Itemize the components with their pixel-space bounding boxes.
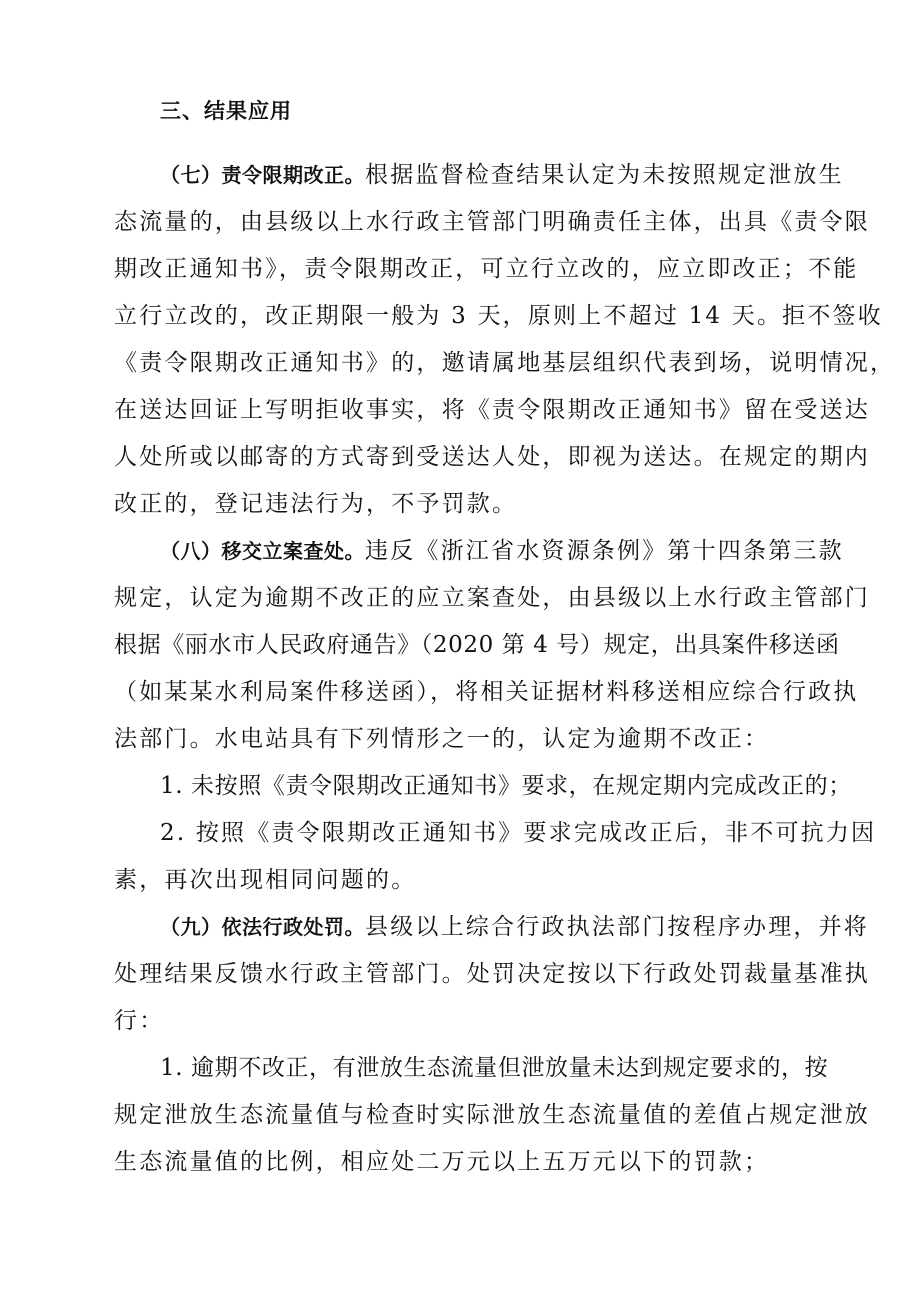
paragraph-8-item: 素，再次出现相同问题的。 — [114, 867, 417, 893]
paragraph-9-heading: （九）依法行政处罚。 — [160, 915, 365, 939]
paragraph-9-line: 处理结果反馈水行政主管部门。处罚决定按以下行政处罚裁量基准执 — [114, 961, 870, 987]
paragraph-9-first-line — [160, 907, 869, 947]
paragraph-9-item: 生态流量值的比例，相应处二万元以上五万元以下的罚款； — [114, 1149, 770, 1175]
paragraph-9-item: 规定泄放生态流量值与检查时实际泄放生态流量值的差值占规定泄放 — [114, 1102, 870, 1128]
paragraph-7-first-line — [160, 155, 844, 195]
paragraph-8-text: 违反《浙江省水资源条例》第十四条第三款 — [365, 538, 844, 564]
paragraph-9-line: 行： — [114, 1008, 165, 1034]
paragraph-7-line: 在送达回证上写明拒收事实，将《责令限期改正通知书》留在受送达 — [114, 397, 870, 423]
paragraph-7-text: 根据监督检查结果认定为未按照规定泄放生 — [365, 162, 844, 188]
paragraph-8-line: （如某某水利局案件移送函），将相关证据材料移送相应综合行政执 — [114, 679, 859, 705]
paragraph-8-item: 2. 按照《责令限期改正通知书》要求完成改正后，非不可抗力因 — [160, 820, 877, 846]
paragraph-8-heading: （八）移交立案查处。 — [160, 539, 365, 563]
paragraph-7-line: 人处所或以邮寄的方式寄到受送达人处，即视为送达。在规定的期内 — [114, 444, 870, 470]
paragraph-8-first-line — [160, 531, 844, 571]
paragraph-8-line: 规定，认定为逾期不改正的应立案查处，由县级以上水行政主管部门 — [114, 585, 870, 611]
paragraph-7-line: 改正的，登记违法行为，不予罚款。 — [114, 491, 518, 517]
paragraph-7-line: 立行立改的，改正期限一般为 3 天，原则上不超过 14 天。拒不签收 — [114, 303, 883, 329]
paragraph-9-text: 县级以上综合行政执法部门按程序办理，并将 — [365, 914, 869, 940]
paragraph-7-line: 《责令限期改正通知书》的，邀请属地基层组织代表到场，说明情况， — [114, 350, 896, 376]
paragraph-8-item: 1. 未按照《责令限期改正通知书》要求，在规定期内完成改正的； — [160, 773, 852, 799]
paragraph-7-line: 期改正通知书》，责令限期改正，可立行立改的，应立即改正；不能 — [114, 256, 859, 282]
section-heading: 三、结果应用 — [160, 99, 292, 123]
paragraph-8-line: 法部门。水电站具有下列情形之一的，认定为逾期不改正： — [114, 726, 770, 752]
paragraph-9-item: 1. 逾期不改正，有泄放生态流量但泄放量未达到规定要求的，按 — [160, 1055, 829, 1081]
paragraph-7-line: 态流量的，由县级以上水行政主管部门明确责任主体，出具《责令限 — [114, 209, 870, 235]
paragraph-8-line: 根据《丽水市人民政府通告》（2020 第 4 号）规定，出具案件移送函 — [114, 632, 840, 658]
paragraph-7-heading: （七）责令限期改正。 — [160, 163, 365, 187]
